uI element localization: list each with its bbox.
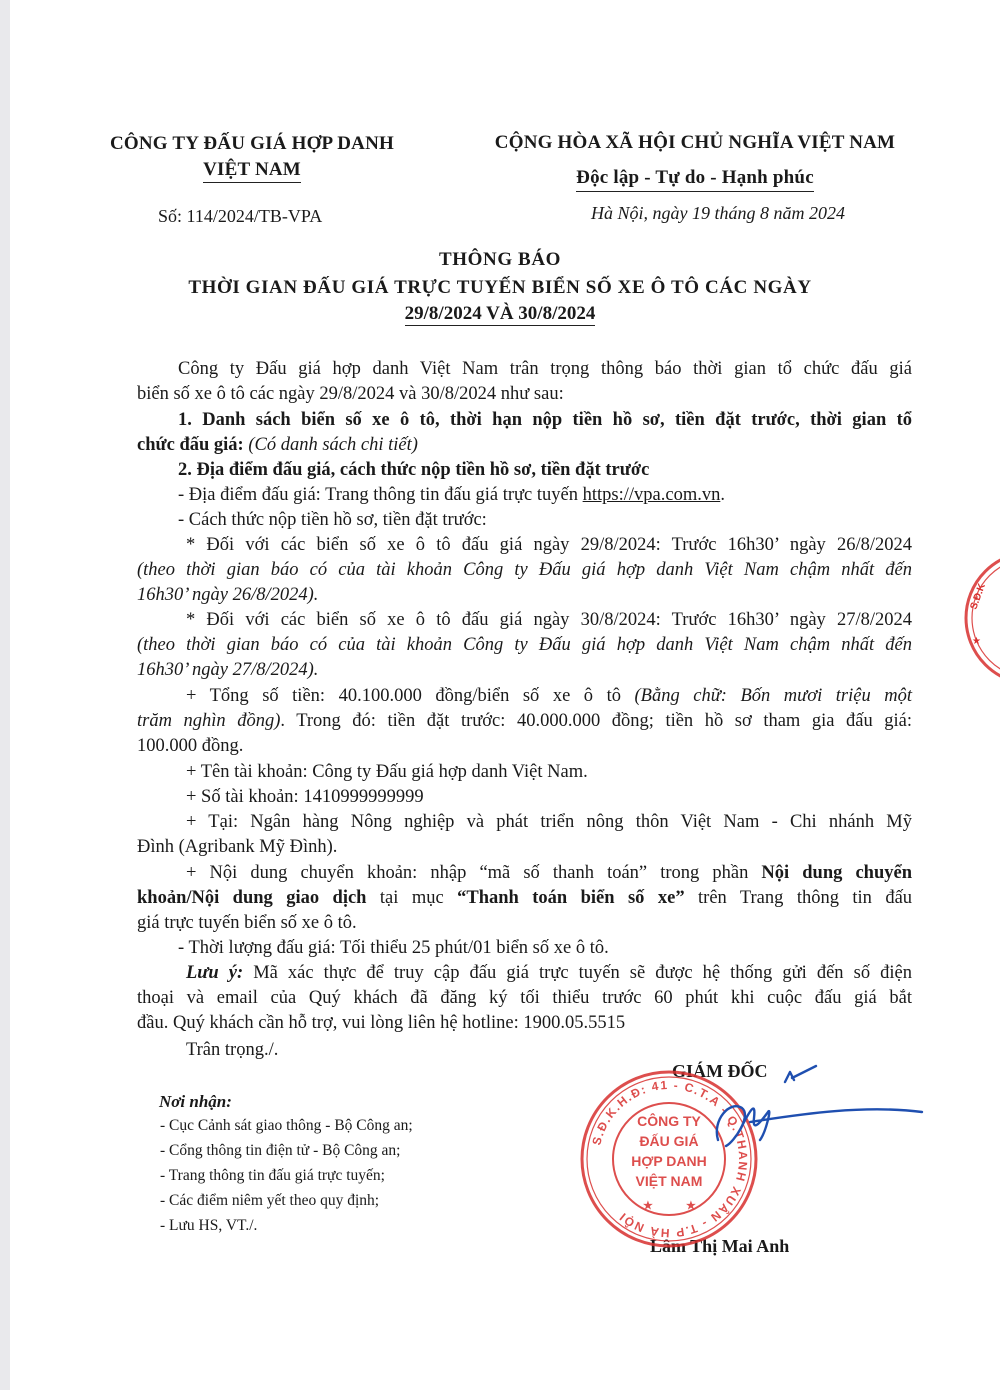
section-1-heading-line2: chức đấu giá: (Có danh sách chi tiết)	[137, 435, 418, 455]
payment-method: - Cách thức nộp tiền hồ sơ, tiền đặt trước:	[178, 510, 487, 530]
recipients-title: Nơi nhận:	[159, 1092, 232, 1111]
recipient-item: - Cổng thông tin điện tử - Bộ Công an;	[160, 1142, 401, 1159]
recipient-item: - Các điểm niêm yết theo quy định;	[160, 1192, 380, 1209]
transfer-content-line2: khoản/Nội dung giao dịch tại mục “Thanh toán biển số xe” trên Trang thông tin đấu	[137, 888, 913, 908]
svg-text:S.Đ.K: S.Đ.K	[968, 582, 988, 612]
account-name: + Tên tài khoản: Công ty Đấu giá hợp danh Việt Nam.	[186, 762, 588, 782]
organization-name-line2: VIỆT NAM	[104, 159, 400, 181]
auction-duration: - Thời lượng đấu giá: Tối thiểu 25 phút/01 biển số xe ô tô.	[178, 938, 609, 958]
document-number: Số: 114/2024/TB-VPA	[158, 206, 323, 226]
total-amount-line2: trăm nghìn đồng). Trong đó: tiền đặt trước: 40.000.000 đồng; tiền hồ sơ tham gia đấu giá:	[137, 711, 913, 731]
svg-text:CÔNG TY: CÔNG TY	[637, 1113, 701, 1129]
note-line2: thoại và email của Quý khách đã đăng ký tối thiểu trước 60 phút khi cuộc đấu giá bắt	[137, 988, 912, 1008]
deadline-1-note-end: 16h30’ ngày 26/8/2024).	[137, 585, 319, 605]
bank-name-line2: Đình (Agribank Mỹ Đình).	[137, 837, 338, 857]
document-subtitle-dates: 29/8/2024 VÀ 30/8/2024	[404, 303, 596, 324]
deadline-2-note: (theo thời gian báo có của tài khoản Công ty Đấu giá hợp danh Việt Nam chậm nhất đến	[137, 635, 912, 655]
deadline-1: * Đối với các biển số xe ô tô đấu giá ngày 29/8/2024: Trước 16h30’ ngày 26/8/2024	[186, 535, 912, 555]
place-date: Hà Nội, ngày 19 tháng 8 năm 2024	[591, 203, 845, 223]
svg-text:S.Đ.K.H.Đ: 41 - C.T.A - Q.THAN: S.Đ.K.H.Đ: 41 - C.T.A - Q.THANH XUÂN - T.P HÀ NỘI	[589, 1077, 751, 1241]
svg-text:HỢP DANH: HỢP DANH	[631, 1153, 707, 1169]
recipient-item: - Lưu HS, VT./.	[160, 1217, 258, 1234]
handwritten-signature	[690, 1060, 930, 1160]
note-line3: đầu. Quý khách cần hỗ trợ, vui lòng liên hệ hotline: 1900.05.5515	[137, 1013, 626, 1033]
bank-name: + Tại: Ngân hàng Nông nghiệp và phát triển nông thôn Việt Nam - Chi nhánh Mỹ	[186, 812, 912, 832]
auction-venue: - Địa điểm đấu giá: Trang thông tin đấu giá trực tuyến https://vpa.com.vn.	[178, 485, 725, 505]
deadline-2: * Đối với các biển số xe ô tô đấu giá ngày 30/8/2024: Trước 16h30’ ngày 27/8/2024	[186, 610, 912, 630]
svg-text:★: ★	[972, 636, 981, 647]
page-edge	[0, 0, 10, 1390]
total-amount: + Tổng số tiền: 40.100.000 đồng/biển số xe ô tô (Bằng chữ: Bốn mươi triệu một	[186, 686, 912, 706]
recipient-item: - Trang thông tin đấu giá trực tuyến;	[160, 1167, 385, 1184]
svg-text:★: ★	[643, 1200, 653, 1212]
document-title: THÔNG BÁO	[438, 249, 562, 270]
section-2-heading: 2. Địa điểm đấu giá, cách thức nộp tiền hồ sơ, tiền đặt trước	[178, 460, 650, 480]
account-number: + Số tài khoản: 1410999999999	[186, 787, 424, 807]
closing: Trân trọng./.	[186, 1040, 279, 1060]
partial-seal-edge	[960, 548, 1000, 688]
section-1-heading: 1. Danh sách biển số xe ô tô, thời hạn nộp tiền hồ sơ, tiền đặt trước, thời gian tổ	[178, 410, 912, 430]
deadline-1-note: (theo thời gian báo có của tài khoản Công ty Đấu giá hợp danh Việt Nam chậm nhất đến	[137, 560, 912, 580]
recipient-item: - Cục Cảnh sát giao thông - Bộ Công an;	[160, 1117, 413, 1134]
national-title: CỘNG HÒA XÃ HỘI CHỦ NGHĨA VIỆT NAM	[494, 132, 896, 153]
national-motto: Độc lập - Tự do - Hạnh phúc	[486, 167, 904, 189]
svg-text:ĐẤU GIÁ: ĐẤU GIÁ	[639, 1133, 699, 1149]
transfer-content: + Nội dung chuyển khoản: nhập “mã số thanh toán” trong phần Nội dung chuyển	[186, 863, 913, 883]
signer-title: GIÁM ĐỐC	[672, 1061, 768, 1081]
intro-line-1: Công ty Đấu giá hợp danh Việt Nam trân trọng thông báo thời gian tổ chức đấu giá	[178, 359, 912, 379]
deadline-2-note-end: 16h30’ ngày 27/8/2024).	[137, 660, 319, 680]
signer-name: Lâm Thị Mai Anh	[650, 1236, 790, 1256]
svg-text:VIỆT NAM: VIỆT NAM	[635, 1173, 703, 1189]
venue-link[interactable]: https://vpa.com.vn	[582, 485, 721, 505]
organization-name: CÔNG TY ĐẤU GIÁ HỢP DANH	[109, 133, 394, 154]
transfer-content-line3: giá trực tuyến biển số xe ô tô.	[137, 913, 357, 933]
document-subtitle: THỜI GIAN ĐẤU GIÁ TRỰC TUYẾN BIỂN SỐ XE Ô TÔ CÁC NGÀY	[188, 277, 812, 298]
intro-line-2: biển số xe ô tô các ngày 29/8/2024 và 30/8/2024 như sau:	[137, 384, 564, 404]
total-amount-line3: 100.000 đồng.	[137, 736, 244, 756]
svg-text:★: ★	[686, 1200, 696, 1212]
note: Lưu ý: Mã xác thực để truy cập đấu giá trực tuyến sẽ được hệ thống gửi đến số điện	[186, 963, 913, 983]
